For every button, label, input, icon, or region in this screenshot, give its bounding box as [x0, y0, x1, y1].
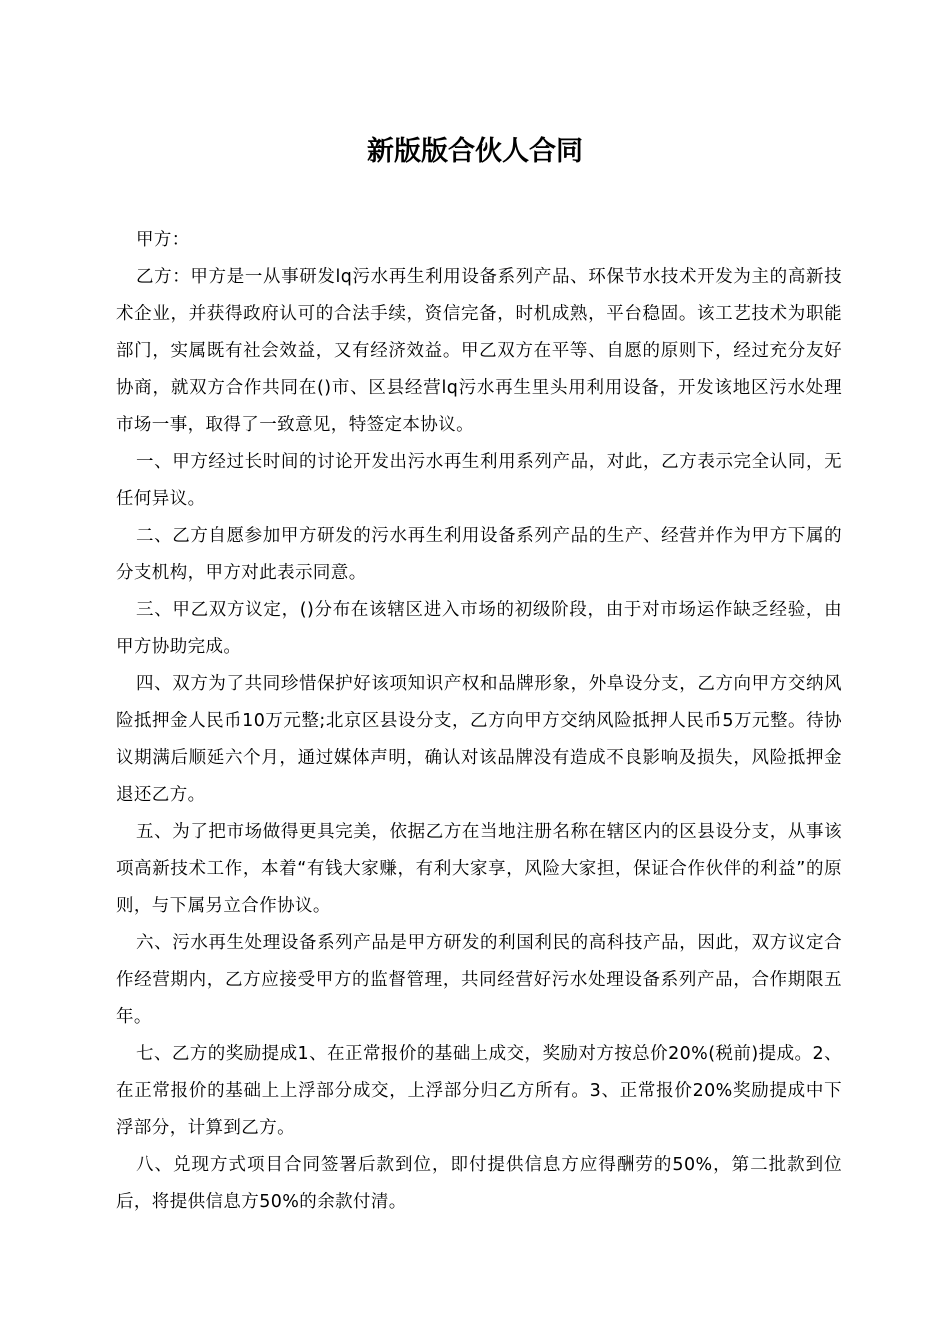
document-body	[116, 222, 842, 1221]
paragraph-clause-6: 六、污水再生处理设备系列产品是甲方研发的利国利民的高科技产品，因此，双方议定合作经营期内，乙方应接受甲方的监督管理，共同经营好污水处理设备系列产品，合作期限五年。	[116, 933, 842, 1027]
paragraph-clause-5: 五、为了把市场做得更具完美，依据乙方在当地注册名称在辖区内的区县设分支，从事该项高新技术工作，本着“有钱大家赚，有利大家享，风险大家担，保证合作伙伴的利益”的原则，与下属另立合作协议。	[116, 822, 842, 916]
paragraph-clause-7: 七、乙方的奖励提成1、在正常报价的基础上成交，奖励对方按总价20%(税前)提成。2、在正常报价的基础上上浮部分成交，上浮部分归乙方所有。3、正常报价20%奖励提成中下浮部分，计算到乙方。	[116, 1044, 842, 1138]
document-title: 新版版合伙人合同	[367, 136, 583, 167]
paragraph-clause-4: 四、双方为了共同珍惜保护好该项知识产权和品牌形象，外阜设分支，乙方向甲方交纳风险抵押金人民币10万元整;北京区县设分支，乙方向甲方交纳风险抵押人民币5万元整。待协议期满后顺延六个月，通过媒体声明，确认对该品牌没有造成不良影响及损失，风险抵押金退还乙方。	[116, 674, 842, 805]
paragraph-clause-1: 一、甲方经过长时间的讨论开发出污水再生利用系列产品，对此，乙方表示完全认同，无任何异议。	[116, 452, 842, 509]
paragraph-clause-2: 二、乙方自愿参加甲方研发的污水再生利用设备系列产品的生产、经营并作为甲方下属的分支机构，甲方对此表示同意。	[116, 526, 842, 583]
paragraph-clause-8: 八、兑现方式项目合同签署后款到位，即付提供信息方应得酬劳的50%，第二批款到位后，将提供信息方50%的余款付清。	[116, 1155, 842, 1212]
paragraph-party-b: 乙方：甲方是一从事研发lq污水再生利用设备系列产品、环保节水技术开发为主的高新技术企业，并获得政府认可的合法手续，资信完备，时机成熟，平台稳固。该工艺技术为职能部门，实属既有社会效益，又有经济效益。甲乙双方在平等、自愿的原则下，经过充分友好协商，就双方合作共同在()市、区县经营lq污水再生里头用利用设备，开发该地区污水处理市场一事，取得了一致意见，特签定本协议。	[116, 267, 842, 435]
paragraph-clause-3: 三、甲乙双方议定，()分布在该辖区进入市场的初级阶段，由于对市场运作缺乏经验，由甲方协助完成。	[116, 600, 842, 657]
paragraph-party-a: 甲方：	[136, 230, 190, 250]
